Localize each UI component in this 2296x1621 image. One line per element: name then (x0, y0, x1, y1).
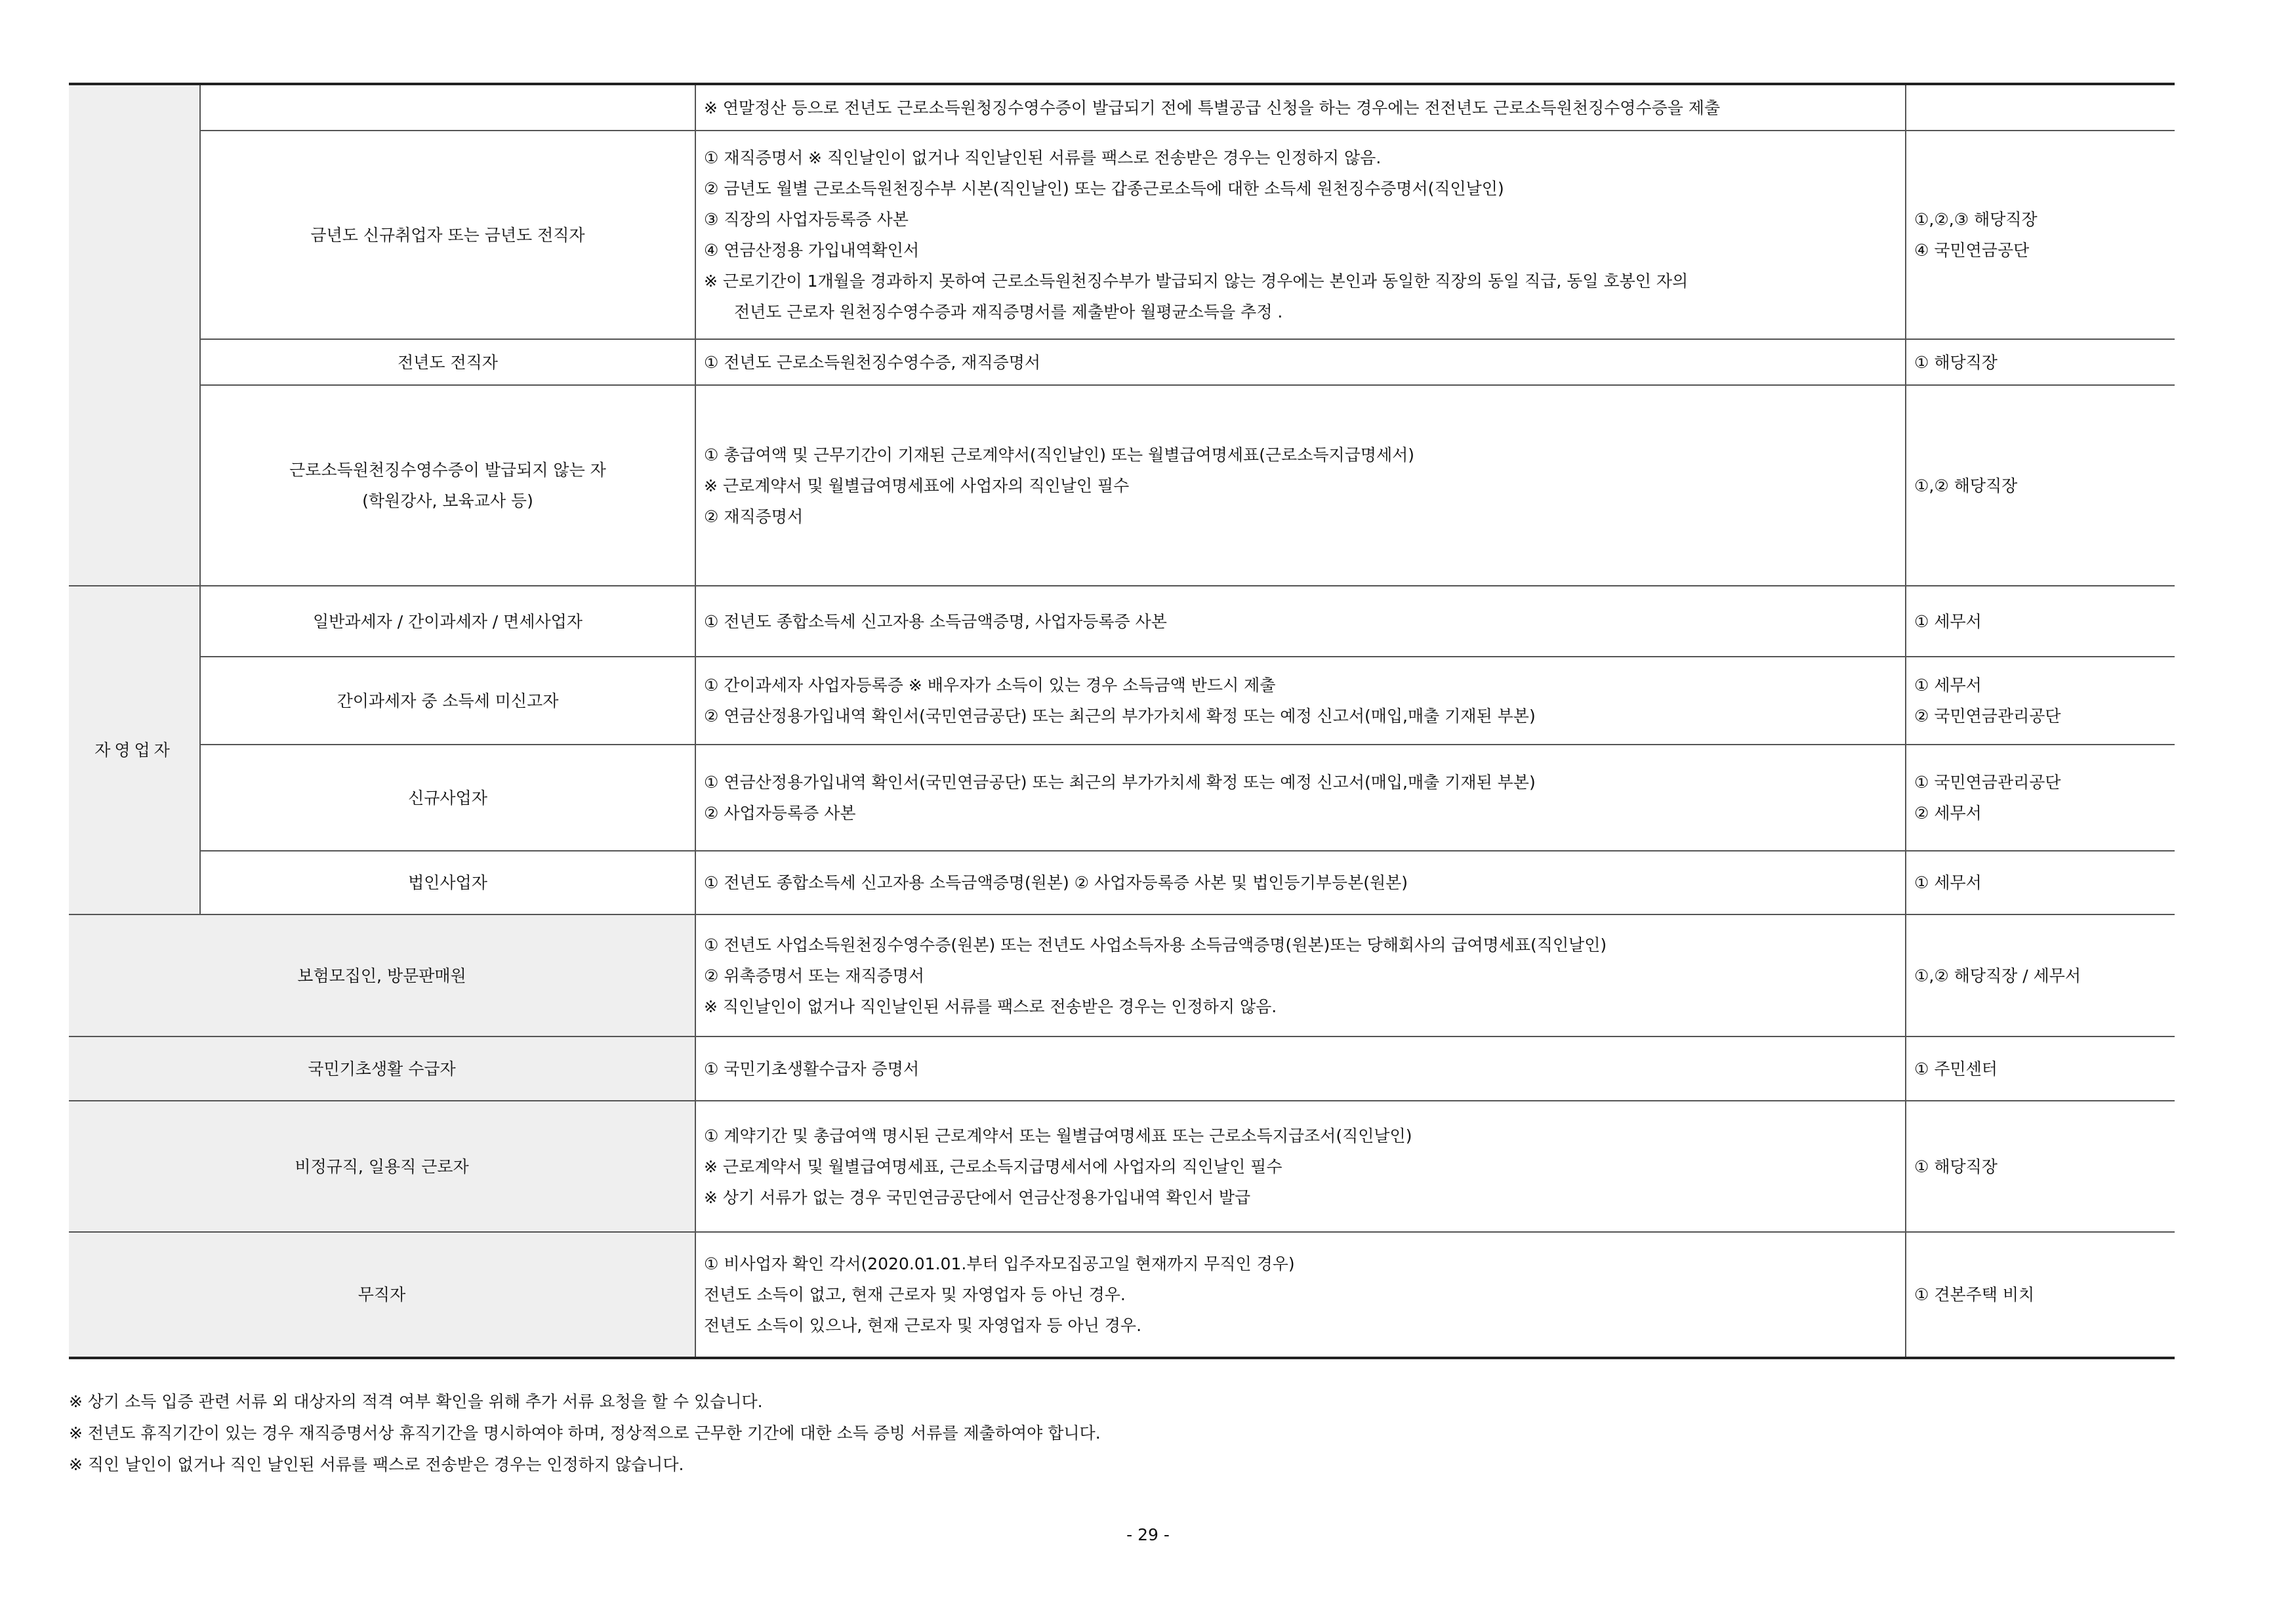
issuing-office (1906, 84, 2175, 131)
issuing-office: ① 주민센터 (1906, 1036, 2175, 1101)
required-documents: ① 전년도 사업소득원천징수영수증(원본) 또는 전년도 사업소득자용 소득금액증명(원본)또는 당해회사의 급여명세표(직인날인) ② 위촉증명서 또는 재직증명서 ※ 직인날인이 없거나 직인날인된 서류를 팩스로 전송받은 경우는 인정하지 않음. (695, 914, 1906, 1036)
required-documents: ① 연금산정용가입내역 확인서(국민연금공단) 또는 최근의 부가가치세 확정 또는 예정 신고서(매입,매출 기재된 부본) ② 사업자등록증 사본 (695, 745, 1906, 851)
required-documents: ① 국민기초생활수급자 증명서 (695, 1036, 1906, 1101)
row-label: 신규사업자 (200, 745, 695, 851)
required-documents: ① 전년도 종합소득세 신고자용 소득금액증명(원본) ② 사업자등록증 사본 및 법인등기부등본(원본) (695, 851, 1906, 914)
table-row (69, 385, 2175, 586)
row-label: 무직자 (69, 1232, 695, 1358)
row-label: 간이과세자 중 소득세 미신고자 (200, 657, 695, 745)
issuing-office: ① 국민연금관리공단 ② 세무서 (1906, 745, 2175, 851)
row-label: 비정규직, 일용직 근로자 (69, 1101, 695, 1232)
required-documents: ※ 연말정산 등으로 전년도 근로소득원청징수영수증이 발급되기 전에 특별공급 신청을 하는 경우에는 전전년도 근로소득원천징수영수증을 제출 (695, 84, 1906, 131)
required-documents: ① 비사업자 확인 각서(2020.01.01.부터 입주자모집공고일 현재까지 무직인 경우) 전년도 소득이 없고, 현재 근로자 및 자영업자 등 아닌 경우. 전년도 소득이 있으나, 현재 근로자 및 자영업자 등 아닌 경우. (695, 1232, 1906, 1358)
table-row (69, 1036, 2175, 1101)
issuing-office: ① 견본주택 비치 (1906, 1232, 2175, 1358)
table-row (69, 84, 2175, 131)
issuing-office: ① 해당직장 (1906, 339, 2175, 385)
required-documents: ① 계약기간 및 총급여액 명시된 근로계약서 또는 월별급여명세표 또는 근로소득지급조서(직인날인) ※ 근로계약서 및 월별급여명세표, 근로소득지급명세서에 사업자의 직인날인 필수 ※ 상기 서류가 없는 경우 국민연금공단에서 연금산정용가입내역 확인서 발급 (695, 1101, 1906, 1232)
income-documents-table (69, 83, 2175, 1359)
table-row (69, 657, 2175, 745)
issuing-office: ① 세무서 ② 국민연금관리공단 (1906, 657, 2175, 745)
issuing-office: ①,②,③ 해당직장 ④ 국민연금공단 (1906, 131, 2175, 339)
issuing-office: ① 세무서 (1906, 851, 2175, 914)
row-label: 법인사업자 (200, 851, 695, 914)
required-documents: ① 재직증명서 ※ 직인날인이 없거나 직인날인된 서류를 팩스로 전송받은 경우는 인정하지 않음. ② 금년도 월별 근로소득원천징수부 시본(직인날인) 또는 갑종근로소득에 대한 소득세 원천징수증명서(직인날인) ③ 직장의 사업자등록증 사본 ④ 연금산정용 가입내역확인서 ※ 근로기간이 1개월을 경과하지 못하여 근로소득원천징수부가 발급되지 않는 경우에는 본인과 동일한 직장의 동일 직급, 동일 호봉인 자의 전년도 근로자 원천징수영수증과 재직증명서를 제출받아 월평균소득을 추정 . (695, 131, 1906, 339)
employee-group-cell (69, 84, 200, 586)
required-documents: ① 간이과세자 사업자등록증 ※ 배우자가 소득이 있는 경우 소득금액 반드시 제출 ② 연금산정용가입내역 확인서(국민연금공단) 또는 최근의 부가가치세 확정 또는 예정 신고서(매입,매출 기재된 부본) (695, 657, 1906, 745)
issuing-office: ①,② 해당직장 / 세무서 (1906, 914, 2175, 1036)
row-label: 전년도 전직자 (200, 339, 695, 385)
footnote: ※ 직인 날인이 없거나 직인 날인된 서류를 팩스로 전송받은 경우는 인정하지 않습니다. (69, 1455, 684, 1474)
table-row (69, 339, 2175, 385)
row-label: 보험모집인, 방문판매원 (69, 914, 695, 1036)
self-employed-group-label: 자영업자 (69, 586, 200, 914)
row-label: 국민기초생활 수급자 (69, 1036, 695, 1101)
table-row (69, 851, 2175, 914)
issuing-office: ①,② 해당직장 (1906, 385, 2175, 586)
footnote: ※ 상기 소득 입증 관련 서류 외 대상자의 적격 여부 확인을 위해 추가 서류 요청을 할 수 있습니다. (69, 1392, 763, 1411)
footnote: ※ 전년도 휴직기간이 있는 경우 재직증명서상 휴직기간을 명시하여야 하며, 정상적으로 근무한 기간에 대한 소득 증빙 서류를 제출하여야 합니다. (69, 1424, 1101, 1443)
required-documents: ① 전년도 근로소득원천징수영수증, 재직증명서 (695, 339, 1906, 385)
page-number: - 29 - (1126, 1525, 1170, 1544)
table-row (69, 1101, 2175, 1232)
row-label: 일반과세자 / 간이과세자 / 면세사업자 (200, 586, 695, 657)
row-label: 금년도 신규취업자 또는 금년도 전직자 (200, 131, 695, 339)
issuing-office: ① 세무서 (1906, 586, 2175, 657)
row-label: 근로소득원천징수영수증이 발급되지 않는 자 (학원강사, 보육교사 등) (200, 385, 695, 586)
table-row (69, 586, 2175, 657)
row-label (200, 84, 695, 131)
issuing-office: ① 해당직장 (1906, 1101, 2175, 1232)
table-row (69, 914, 2175, 1036)
table-row (69, 1232, 2175, 1358)
table-row (69, 745, 2175, 851)
required-documents: ① 전년도 종합소득세 신고자용 소득금액증명, 사업자등록증 사본 (695, 586, 1906, 657)
table-row (69, 131, 2175, 339)
footnotes (69, 1386, 1101, 1481)
required-documents: ① 총급여액 및 근무기간이 기재된 근로계약서(직인날인) 또는 월별급여명세표(근로소득지급명세서) ※ 근로계약서 및 월별급여명세표에 사업자의 직인날인 필수 ② 재직증명서 (695, 385, 1906, 586)
